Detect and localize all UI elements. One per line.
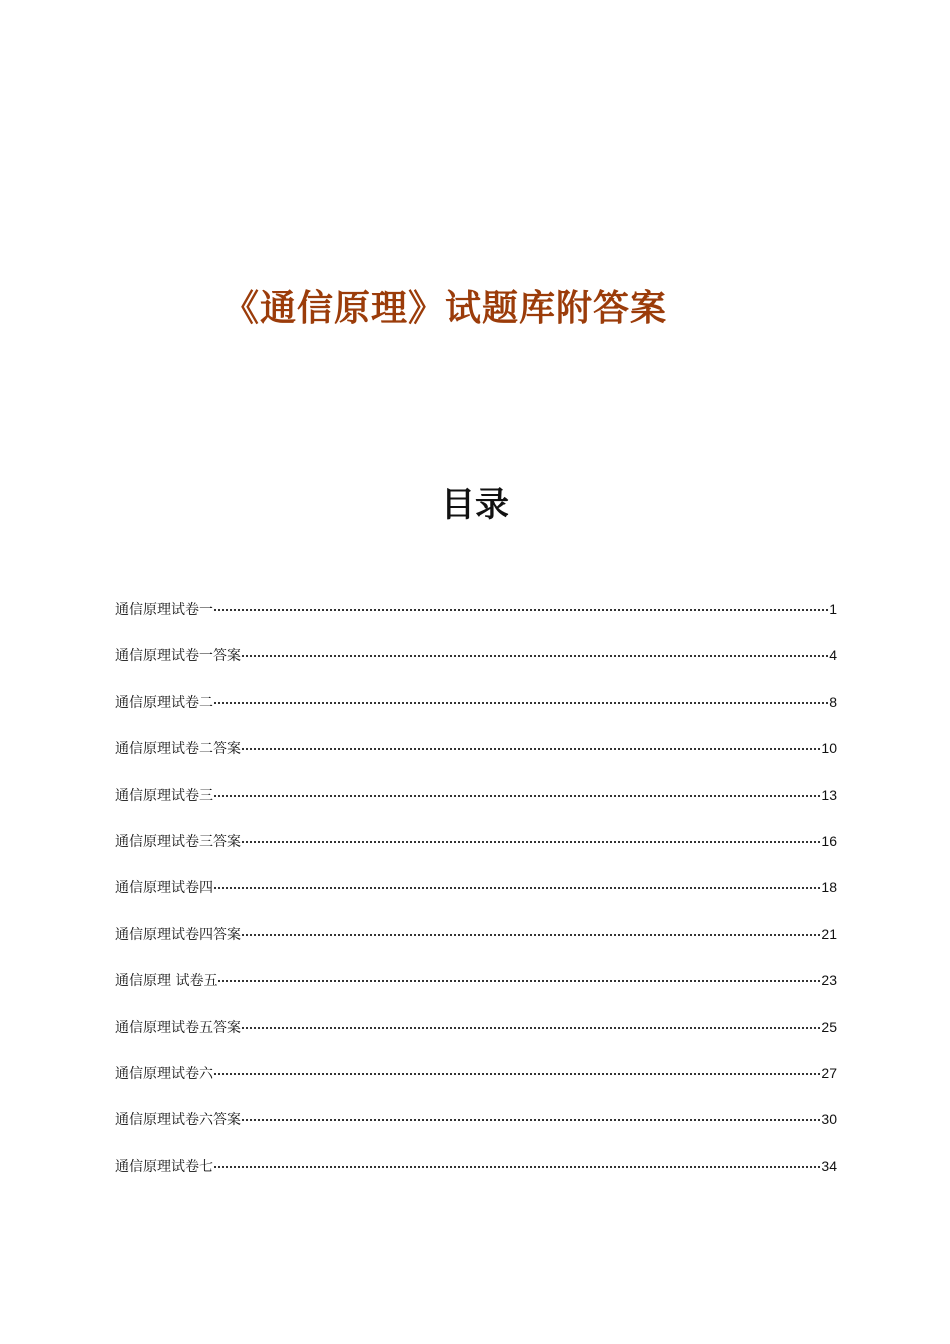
table-of-contents	[115, 592, 837, 1195]
toc-entry-label: 通信原理试卷四答案	[115, 926, 241, 943]
toc-entry-page: 10	[821, 740, 837, 757]
toc-entry-page: 21	[821, 925, 837, 942]
toc-entry-page: 8	[829, 693, 837, 710]
toc-entry-page: 27	[821, 1064, 837, 1081]
toc-entry-page: 30	[821, 1111, 837, 1128]
toc-entry-exam-3-answers[interactable]	[115, 824, 837, 870]
toc-entry-label: 通信原理试卷五答案	[115, 1019, 241, 1036]
toc-entry-label: 通信原理试卷一	[115, 602, 213, 618]
toc-dot-leader	[242, 734, 820, 750]
toc-entry-label: 通信原理试卷四	[115, 880, 213, 897]
toc-entry-exam-1-answers[interactable]	[115, 638, 837, 684]
toc-entry-exam-2[interactable]	[115, 685, 837, 731]
toc-entry-page: 13	[821, 786, 837, 803]
toc-dot-leader	[214, 781, 820, 797]
toc-entry-exam-6[interactable]	[115, 1056, 837, 1102]
toc-entry-label: 通信原理试卷一答案	[115, 648, 241, 665]
toc-entry-exam-4[interactable]	[115, 870, 837, 916]
document-title: 《通信原理》试题库附答案	[222, 287, 667, 329]
toc-entry-label: 通信原理试卷七	[115, 1158, 213, 1175]
toc-entry-exam-4-answers[interactable]	[115, 917, 837, 963]
toc-entry-page: 23	[821, 972, 837, 989]
toc-entry-page: 18	[821, 879, 837, 896]
toc-entry-exam-3[interactable]	[115, 778, 837, 824]
toc-entry-exam-7[interactable]	[115, 1149, 837, 1195]
toc-dot-leader	[214, 688, 828, 704]
toc-entry-exam-6-answers[interactable]	[115, 1102, 837, 1148]
toc-dot-leader	[214, 873, 820, 889]
toc-dot-leader	[242, 827, 820, 843]
toc-entry-label: 通信原理试卷二	[115, 694, 213, 711]
toc-entry-label: 通信原理试卷六	[115, 1065, 213, 1082]
toc-entry-exam-2-answers[interactable]	[115, 731, 837, 777]
toc-dot-leader	[214, 1059, 820, 1075]
toc-entry-page: 16	[821, 832, 837, 849]
toc-entry-exam-1[interactable]	[115, 592, 837, 638]
toc-entry-label: 通信原理试卷三答案	[115, 833, 241, 850]
toc-entry-page: 1	[829, 601, 837, 617]
toc-dot-leader	[218, 966, 820, 982]
toc-heading: 目录	[441, 485, 509, 525]
toc-dot-leader	[242, 920, 820, 936]
toc-entry-exam-5-answers[interactable]	[115, 1010, 837, 1056]
toc-entry-label: 通信原理试卷三	[115, 787, 213, 804]
toc-dot-leader	[242, 641, 828, 657]
toc-entry-label: 通信原理试卷二答案	[115, 741, 241, 758]
toc-dot-leader	[242, 1105, 820, 1121]
toc-entry-page: 25	[821, 1018, 837, 1035]
toc-dot-leader	[214, 595, 828, 611]
toc-entry-label: 通信原理 试卷五	[115, 973, 218, 990]
toc-entry-exam-5[interactable]	[115, 963, 837, 1009]
toc-entry-label: 通信原理试卷六答案	[115, 1112, 241, 1129]
toc-dot-leader	[214, 1152, 820, 1168]
toc-entry-page: 34	[821, 1157, 837, 1174]
toc-entry-page: 4	[829, 647, 837, 664]
toc-dot-leader	[242, 1013, 820, 1029]
